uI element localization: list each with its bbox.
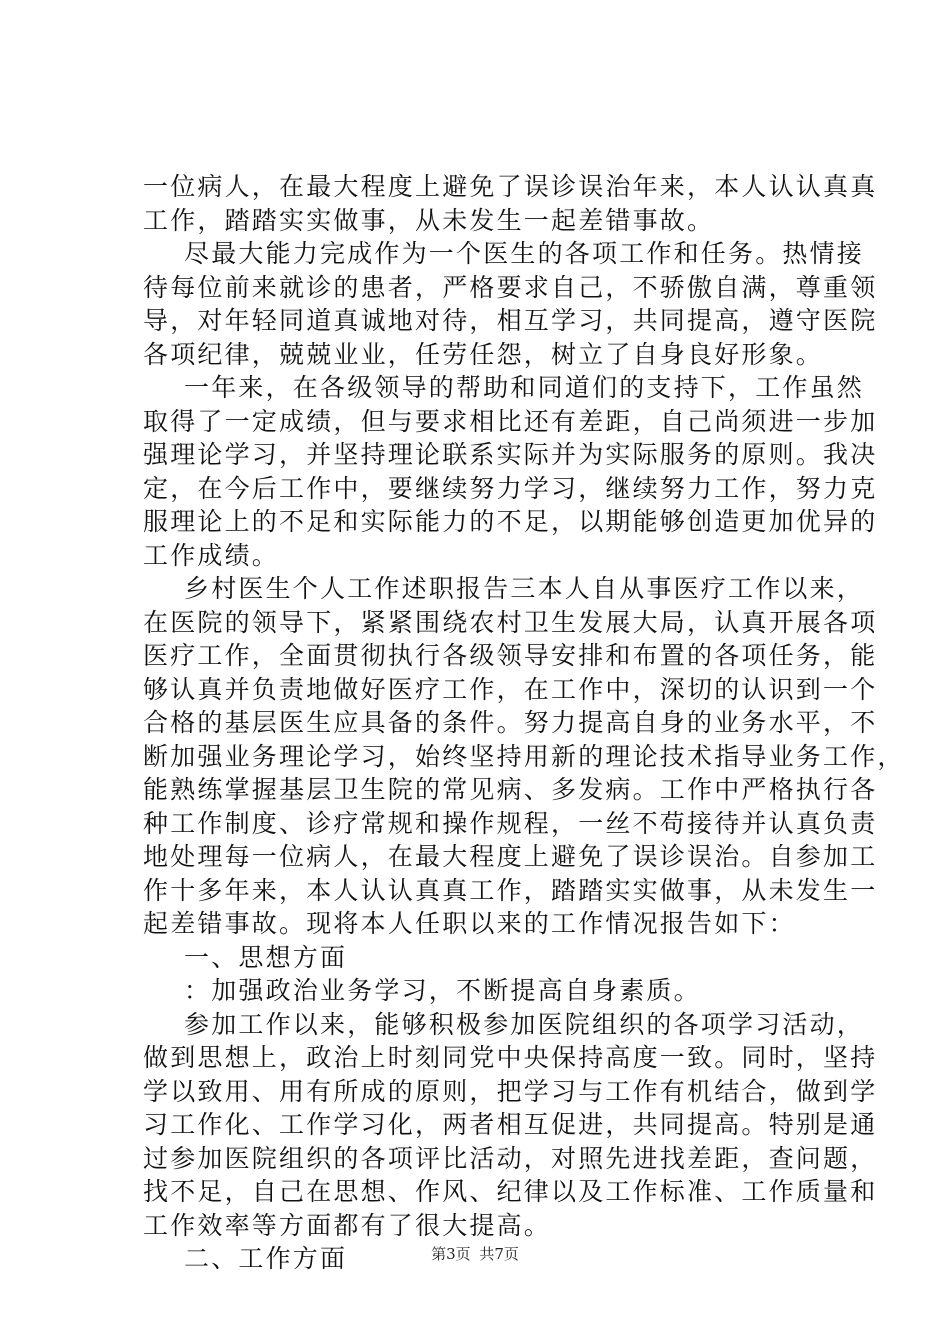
text-line: ：加强政治业务学习，不断提高自身素质。 [184,976,701,1005]
text-line: 一位病人，在最大程度上避免了误诊误治年来，本人认认真真 [143,172,878,201]
text-line: 做到思想上，政治上时刻同党中央保持高度一致。同时，坚持 [143,1043,878,1072]
page-number: 第3页 [431,1245,471,1263]
text-line: 各项纪律，兢兢业业，任劳任怨，树立了自身良好形象。 [143,339,824,369]
text-line: 强理论学习，并坚持理论联系实际并为实际服务的原则。我决 [143,440,878,469]
text-line: 合格的基层医生应具备的条件。努力提高自身的业务水平，不 [143,708,878,737]
text-line: 能熟练掌握基层卫生院的常见病、多发病。工作中严格执行各 [143,775,878,804]
text-line: 参加工作以来，能够积极参加医院组织的各项学习活动， [184,1009,865,1039]
text-line: 一、思想方面 [184,942,348,972]
text-line: 在医院的领导下，紧紧围绕农村卫生发展大局，认真开展各项 [143,607,878,637]
text-line: 找不足，自己在思想、作风、纪律以及工作标准、工作质量和 [143,1177,878,1206]
text-line: 过参加医院组织的各项评比活动，对照先进找差距，查问题， [143,1143,878,1173]
text-line: 工作成绩。 [143,540,280,570]
document-body [143,170,905,1276]
text-line: 导，对年轻同道真诚地对待，相互学习，共同提高，遵守医院 [143,306,878,335]
text-line: 工作，踏踏实实做事，从未发生一起差错事故。 [143,205,715,235]
text-line: 学以致用、用有所成的原则，把学习与工作有机结合，做到学 [143,1076,878,1106]
page-total: 共7页 [479,1245,519,1263]
text-line: 待每位前来就诊的患者，严格要求自己，不骄傲自满，尊重领 [143,272,878,302]
text-line: 起差错事故。现将本人任职以来的工作情况报告如下： [143,909,796,938]
text-line: 尽最大能力完成作为一个医生的各项工作和任务。热情接 [184,239,865,268]
text-line: 作十多年来，本人认认真真工作，踏踏实实做事，从未发生一 [143,875,878,905]
text-line: 定，在今后工作中，要继续努力学习，继续努力工作，努力克 [143,473,878,503]
text-line: 地处理每一位病人，在最大程度上避免了误诊误治。自参加工 [143,842,878,871]
text-line: 工作效率等方面都有了很大提高。 [143,1210,552,1240]
text-line: 一年来，在各级领导的帮助和同道们的支持下，工作虽然 [184,373,865,402]
text-line: 医疗工作，全面贯彻执行各级领导安排和布置的各项任务，能 [143,641,878,670]
text-line: 二、工作方面 [184,1244,348,1273]
text-line: 习工作化、工作学习化，两者相互促进，共同提高。特别是通 [143,1110,878,1139]
text-line: 取得了一定成绩，但与要求相比还有差距，自己尚须进一步加 [143,406,878,436]
text-line: 够认真并负责地做好医疗工作，在工作中，深切的认识到一个 [143,674,878,704]
text-line: 服理论上的不足和实际能力的不足，以期能够创造更加优异的 [143,507,878,536]
text-line: 种工作制度、诊疗常规和操作规程，一丝不苟接待并认真负责 [143,808,878,838]
text-line: 乡村医生个人工作述职报告三本人自从事医疗工作以来， [184,574,865,603]
page-footer [0,1243,950,1264]
text-line: 断加强业务理论学习，始终坚持用新的理论技术指导业务工作， [143,741,905,771]
